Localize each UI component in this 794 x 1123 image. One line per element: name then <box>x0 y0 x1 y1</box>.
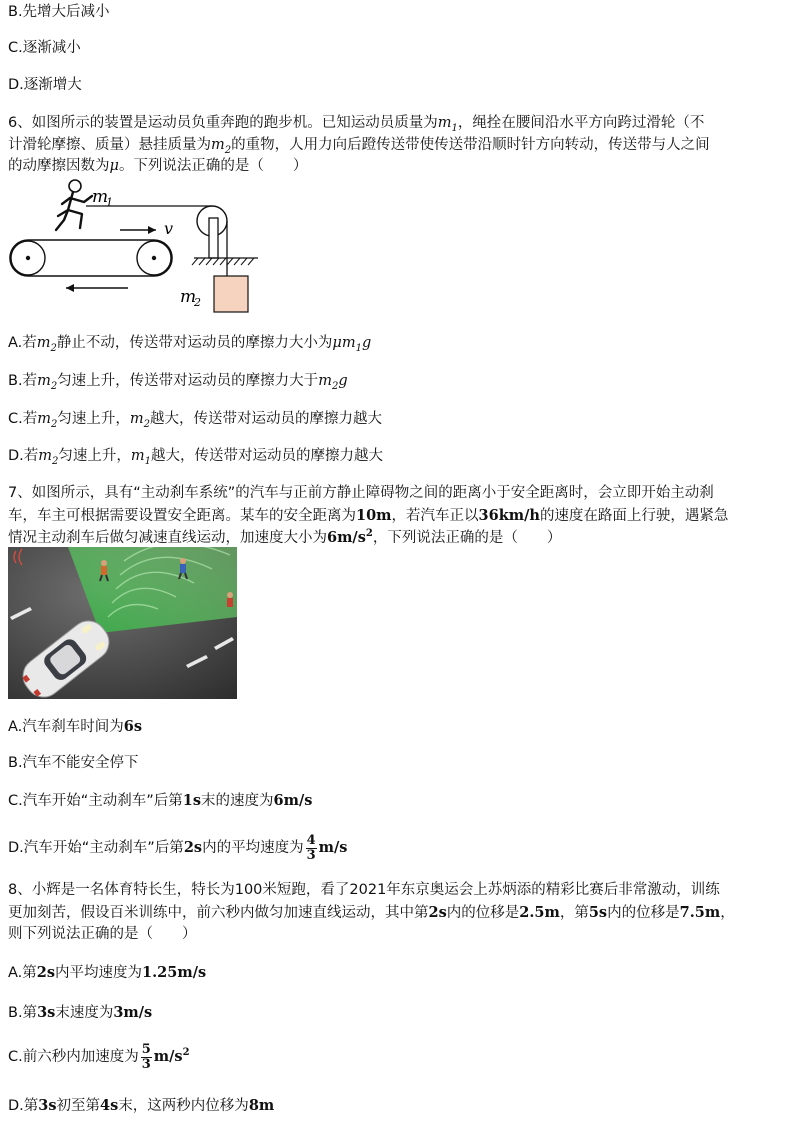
fig-label-m2: m <box>180 287 197 307</box>
q8-line-3: 则下列说法正确的是（ ） <box>8 926 197 942</box>
q7-line-2: 车，车主可根据需要设置安全距离。某车的安全距离为10m，若汽车正以36km/h的速度在路面上行驶，遇紧急 <box>8 506 729 524</box>
fig-label-v: v <box>164 219 174 238</box>
q7-option-d: D.汽车开始“主动刹车”后第2s内的平均速度为 $\frac{4}{3}$ m/s <box>8 832 348 863</box>
q6-line-3: 的动摩擦因数为μ。下列说法正确的是（ ） <box>8 158 308 174</box>
q6-option-d: D.若$m_2$匀速上升，$m_1$越大，传送带对运动员的摩擦力越大 <box>8 448 384 467</box>
q7-option-c: C.汽车开始“主动刹车”后第1s末的速度为6m/s <box>8 792 313 809</box>
q6-line-1: 6、如图所示的装置是运动员负重奔跑的跑步机。已知运动员质量为$m_1$，绳拴在腰间沿水平方向跨过滑轮（不 <box>8 115 705 134</box>
q7-line-3: 情况主动刹车后做匀减速直线运动，加速度大小为$6m/s^2$，下列说法正确的是（ ） <box>8 528 562 546</box>
q8-option-b: B.第3s末速度为3m/s <box>8 1004 153 1021</box>
q8-option-a: A.第2s内平均速度为1.25m/s <box>8 964 207 981</box>
q6-line-2: 计滑轮摩擦、质量）悬挂质量为$m_2$的重物，人用力向后蹬传送带使传送带沿顺时针方向转动，传送带与人之间 <box>8 136 710 156</box>
q6-stem <box>8 113 784 178</box>
q8-line-1: 8、小辉是一名体育特长生，特长为100米短跑，看了2021年东京奥运会上苏炳添的精彩比赛后非常激动，训练 <box>8 882 720 898</box>
q8-option-d: D.第3s初至第4s末，这两秒内位移为8m <box>8 1097 275 1114</box>
fig-label-m2-sub: 2 <box>194 296 201 309</box>
treadmill-figure <box>8 176 270 318</box>
q7-option-a: A.汽车刹车时间为6s <box>8 718 143 735</box>
q8-line-2: 更加刻苦，假设百米训练中，前六秒内做匀加速直线运动，其中第2s内的位移是2.5m，第5s内的位移是7.5m， <box>8 903 735 921</box>
q6-option-a: A.若$m_2$静止不动，传送带对运动员的摩擦力大小为$\mu m_1g$ <box>8 335 372 354</box>
q5-option-c: C.逐渐减小 <box>8 40 81 56</box>
fraction-four-thirds: $\frac{4}{3}$ <box>306 832 316 863</box>
fraction-five-thirds: $\frac{5}{3}$ <box>141 1041 151 1072</box>
q6-option-b: B.若$m_2$匀速上升，传送带对运动员的摩擦力大于$m_2g$ <box>8 373 348 392</box>
q7-line-1: 7、如图所示，具有“主动刹车系统”的汽车与正前方静止障碍物之间的距离小于安全距离时，会立即开始主动刹 <box>8 485 714 501</box>
q6-option-c: C.若$m_2$匀速上升，$m_2$越大，传送带对运动员的摩擦力越大 <box>8 411 382 430</box>
q8-stem <box>8 880 784 946</box>
car-braking-photo <box>8 547 237 699</box>
q5-option-b: B.先增大后减小 <box>8 4 110 20</box>
fig-label-m1-sub: 1 <box>106 196 113 209</box>
q8-option-c: C.前六秒内加速度为 $\frac{5}{3}$ $m/s^2$ <box>8 1041 190 1072</box>
pedestrian-icon <box>227 592 233 607</box>
q7-stem <box>8 483 784 550</box>
q5-option-d: D.逐渐增大 <box>8 77 82 93</box>
fig-label-m1: m <box>92 187 109 207</box>
q7-option-b: B.汽车不能安全停下 <box>8 755 139 771</box>
